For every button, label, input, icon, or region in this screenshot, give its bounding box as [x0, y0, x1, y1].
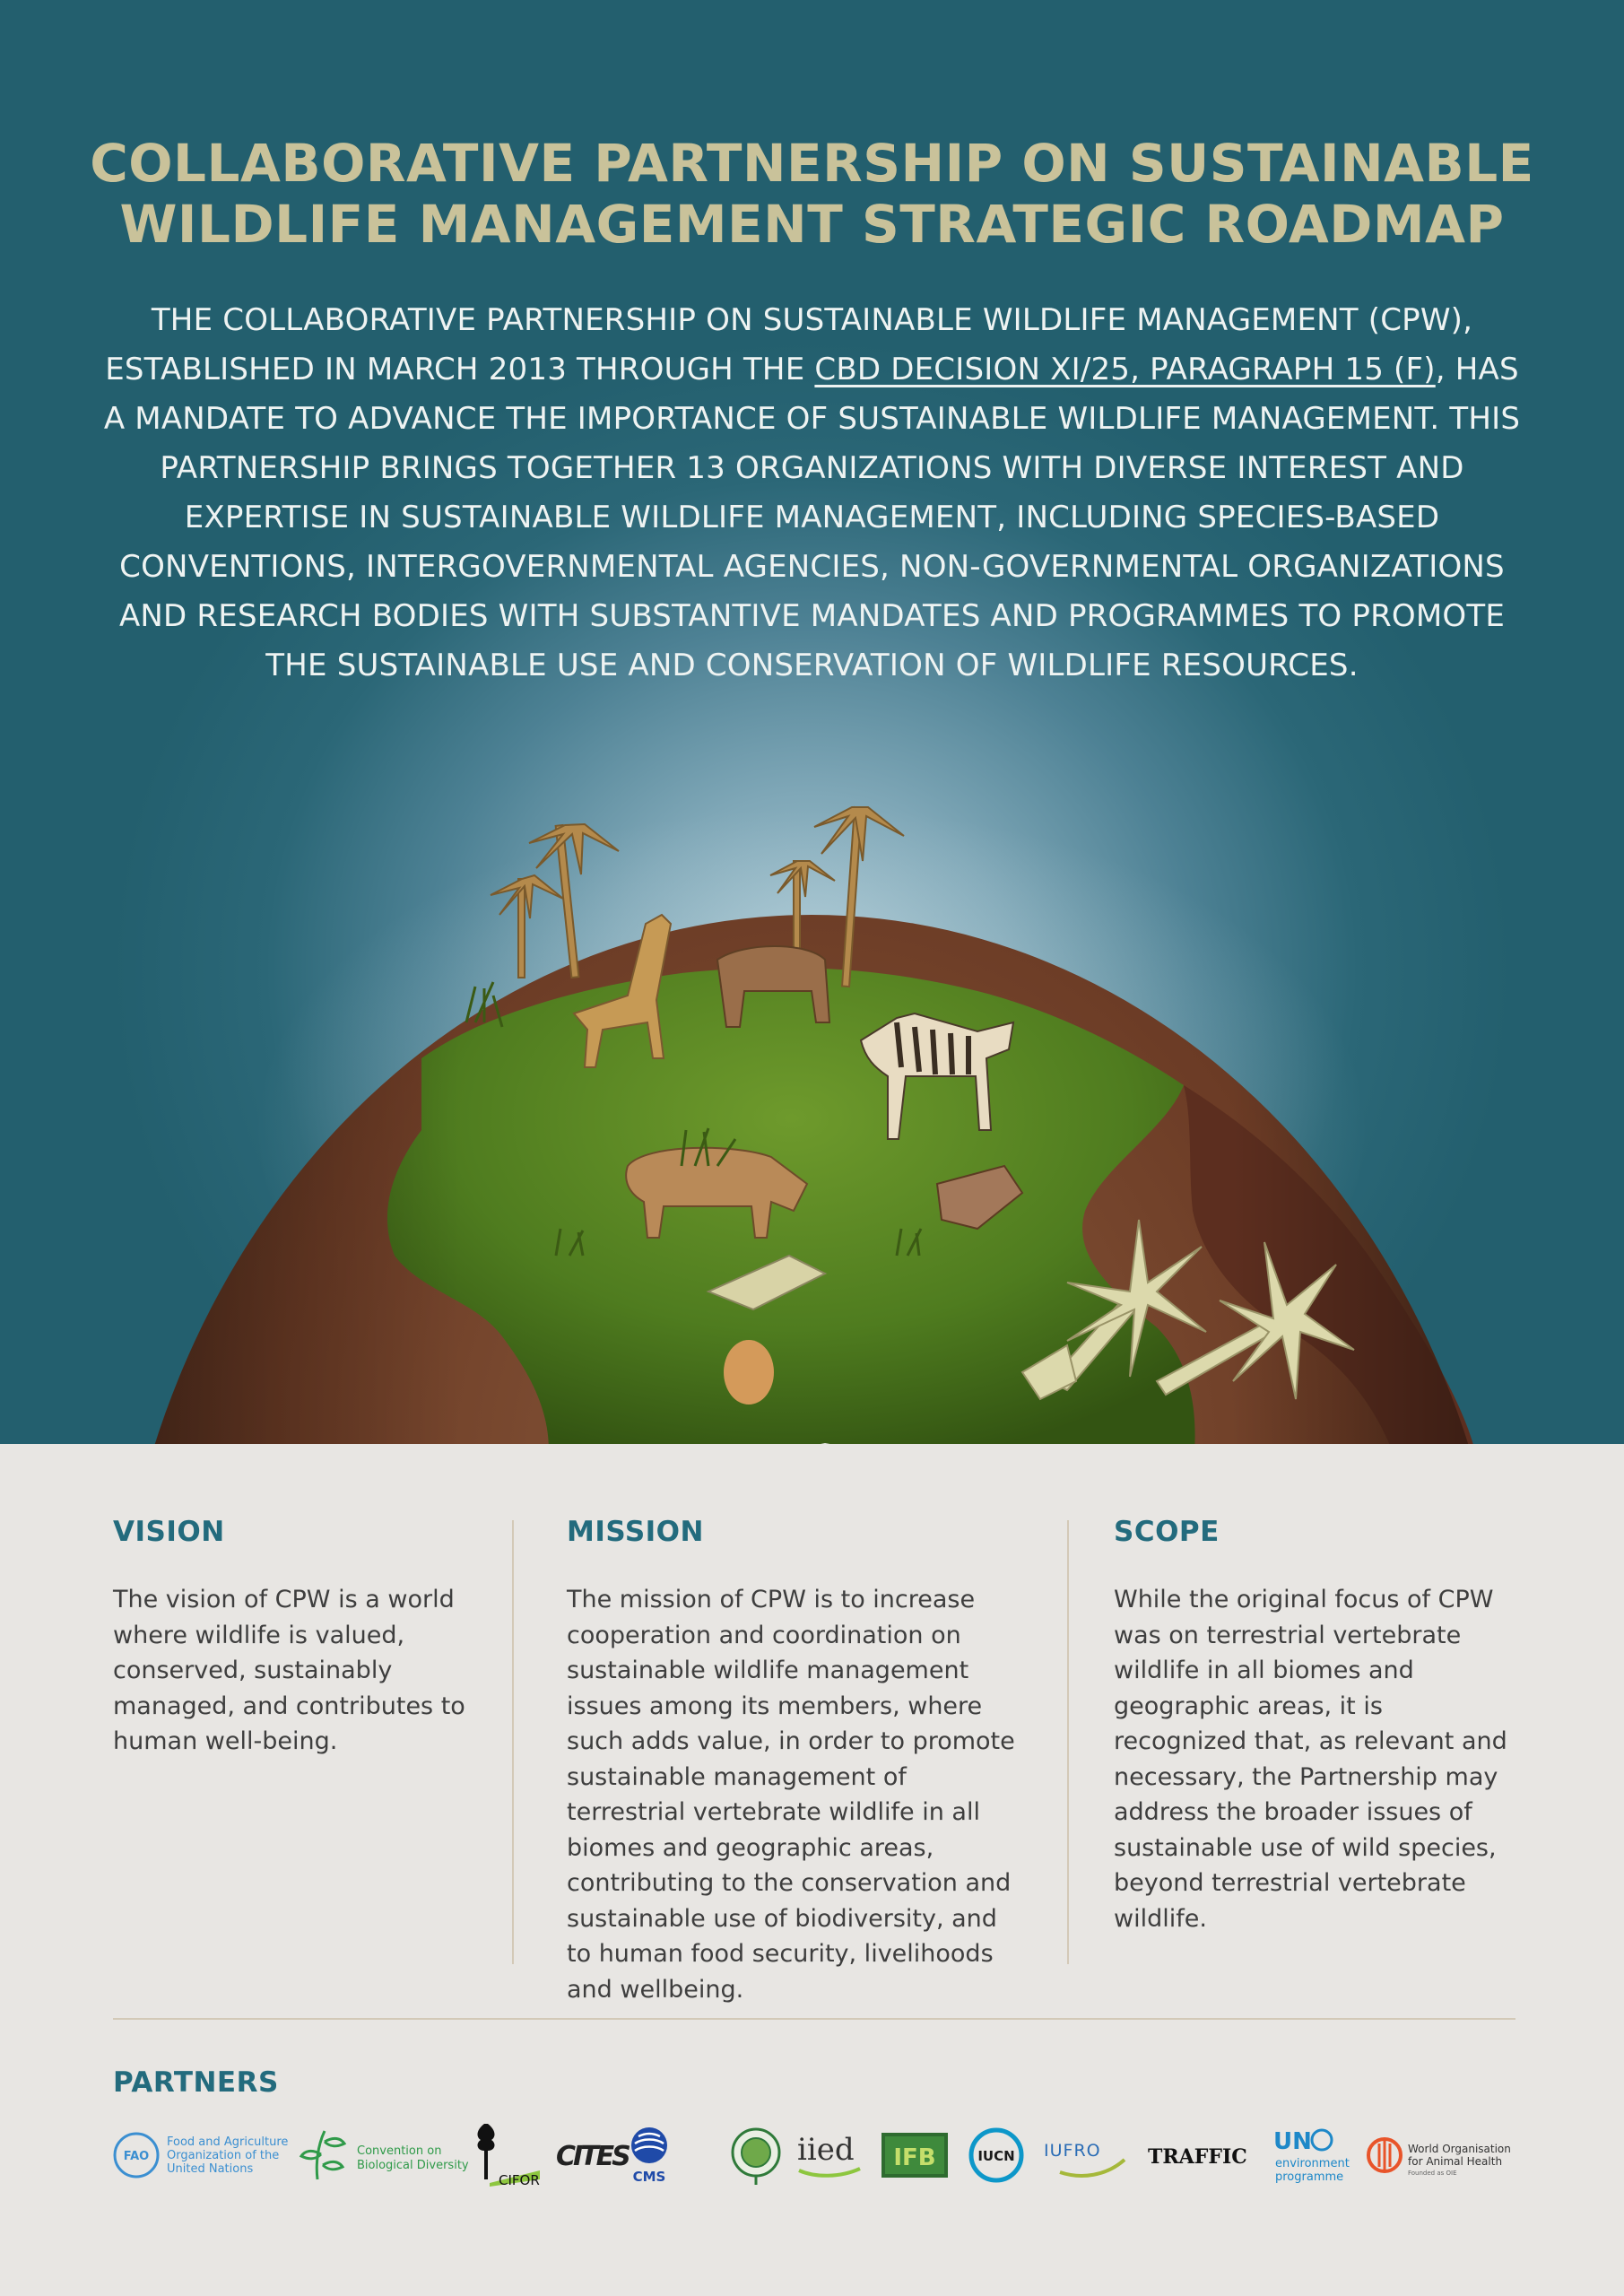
indigenous-forum-seal-logo[interactable]	[727, 2124, 785, 2187]
fao-line-3: United Nations	[167, 2162, 254, 2176]
fao-emblem-text: FAO	[123, 2150, 150, 2163]
traffic-logo[interactable]	[1146, 2124, 1259, 2187]
iufro-text: IUFRO	[1044, 2141, 1101, 2161]
cifor-text: CIFOR	[499, 2172, 540, 2188]
cbd-line-1: Convention on	[357, 2144, 442, 2158]
scope-body: While the original focus of CPW was on terrestrial vertebrate wildlife in all biomes and geographic areas, it is recognized that, as relevant and necessary, the Partnership may address the broader issues of sustainable use of wild species, beyond terrestrial vertebrate wildlife.	[1114, 1586, 1507, 1933]
iucn-text: IUCN	[977, 2148, 1015, 2164]
mission-section	[567, 1516, 1024, 2007]
column-divider-2	[1067, 1520, 1069, 1964]
ifb-text: IFB	[893, 2144, 936, 2171]
fao-line-2: Organization of the	[167, 2149, 280, 2162]
partner-logos	[113, 2124, 1515, 2187]
title-line-1: COLLABORATIVE PARTNERSHIP ON SUSTAINABLE	[90, 133, 1534, 194]
unep-logo[interactable]	[1272, 2124, 1349, 2187]
traffic-text: TRAFFIC	[1148, 2145, 1247, 2169]
mission-body: The mission of CPW is to increase cooperation and coordination on sustainable wildlife management issues among its members, where such adds value, in order to promote sustainable management of terrestrial vertebrate wildlife in all biomes and geographic areas, contributing to the conservation and sustainable use of biodiversity, and to human food security, livelihoods and wellbeing.	[567, 1586, 1015, 2004]
column-divider-1	[512, 1520, 514, 1964]
woah-line-2: for Animal Health	[1408, 2155, 1503, 2168]
woah-logo[interactable]	[1365, 2124, 1515, 2187]
unep-text-environment: environment	[1275, 2157, 1350, 2170]
partners-heading: PARTNERS	[113, 2066, 279, 2099]
scope-section	[1114, 1516, 1517, 1936]
cifor-logo[interactable]	[473, 2124, 542, 2187]
cms-logo[interactable]	[624, 2124, 674, 2187]
cbd-decision-link[interactable]: CBD DECISION XI/25, PARAGRAPH 15 (F)	[814, 352, 1436, 387]
iucn-logo[interactable]	[967, 2124, 1026, 2187]
unep-text-un: UN	[1273, 2128, 1312, 2155]
fao-logo[interactable]	[113, 2124, 289, 2187]
globe-wildlife-illustration	[0, 789, 1624, 1471]
woah-line-1: World Organisation	[1408, 2143, 1511, 2155]
iied-text: iied	[797, 2132, 855, 2168]
iied-logo[interactable]	[794, 2124, 865, 2187]
intro-text-end: , HAS A MANDATE TO ADVANCE THE IMPORTANCE OF SUSTAINABLE WILDLIFE MANAGEMENT. THIS PARTNERSHIP BRINGS TOGETHER 13 ORGANIZATIONS WITH DIVERSE INTEREST AND EXPERTISE IN SUSTAINABLE WILDLIFE MANAGEMENT, INCLUDING SPECIES-BASED CONVENTIONS, INTERGOVERNMENTAL AGENCIES, NON-GOVERNMENTAL ORGANIZATIONS AND RESEARCH BODIES WITH SUBSTANTIVE MANDATES AND PROGRAMMES TO PROMOTE THE SUSTAINABLE USE AND CONSERVATION OF WILDLIFE RESOURCES.	[103, 352, 1521, 683]
ifb-logo[interactable]	[880, 2124, 950, 2187]
title-line-2: WILDLIFE MANAGEMENT STRATEGIC ROADMAP	[119, 194, 1505, 255]
cbd-logo[interactable]	[298, 2124, 469, 2187]
intro-text-start: THE COLLABORATIVE PARTNERSHIP ON SUSTAINABLE WILDLIFE MANAGEMENT (CPW), ESTABLISHED IN MARCH 2013 THROUGH THE	[105, 302, 1473, 387]
woah-line-3: Founded as OIE	[1408, 2170, 1457, 2177]
vision-body: The vision of CPW is a world where wildlife is valued, conserved, sustainably managed, and contributes to human well-being.	[113, 1586, 465, 1755]
cms-text: CMS	[632, 2169, 666, 2185]
cites-text: CITES	[556, 2141, 629, 2172]
unep-text-programme: programme	[1275, 2170, 1344, 2184]
vision-section	[113, 1516, 490, 1760]
cites-logo[interactable]	[554, 2124, 629, 2187]
iufro-logo[interactable]	[1042, 2124, 1130, 2187]
vision-heading: VISION	[113, 1516, 225, 1548]
fao-line-1: Food and Agriculture	[167, 2135, 289, 2149]
scope-heading: SCOPE	[1114, 1516, 1220, 1548]
intro-paragraph	[99, 296, 1525, 691]
mission-heading: MISSION	[567, 1516, 704, 1548]
poster-title	[90, 133, 1534, 255]
cbd-line-2: Biological Diversity	[357, 2159, 469, 2172]
partners-divider	[113, 2018, 1515, 2020]
